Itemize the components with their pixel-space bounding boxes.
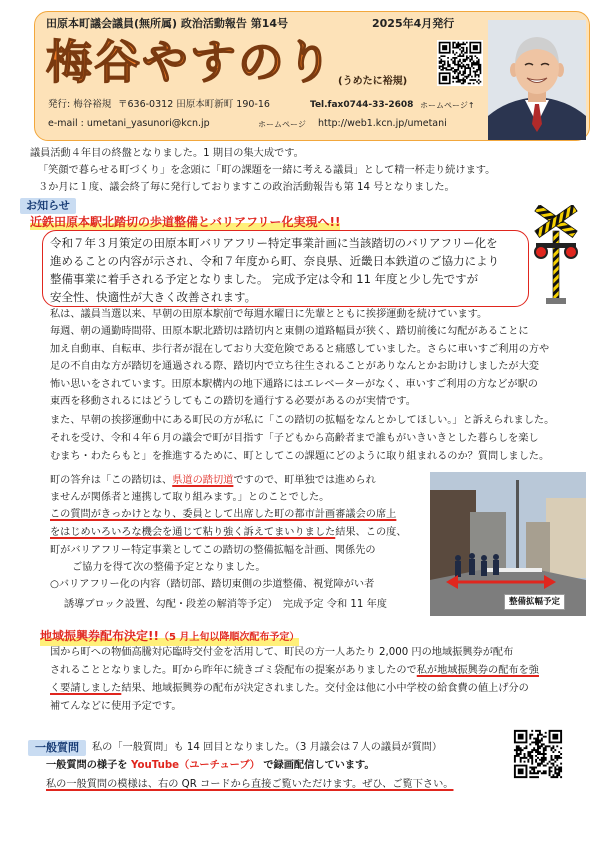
photo-building-back [526, 522, 550, 572]
homepage-hint: ホームページ↑ [420, 101, 475, 110]
qr-code[interactable] [512, 728, 564, 780]
answer-line-2: ませんが関係者と連携して取り組みます。」とのことでした。 [50, 492, 330, 503]
name-reading: (うめたに裕規) [338, 76, 408, 87]
homepage-url[interactable]: http://web1.kcn.jp/umetani [318, 118, 447, 129]
body-line: 東西を移動されるにはどうしてもこの踏切を通行する必要があるのが実情です。 [50, 396, 416, 407]
box-line-3: 整備事業に着手される予定となりました。 完成予定は令和 11 年度と少し先ですが [50, 272, 479, 286]
general-question-tag: 一般質問 [28, 740, 86, 756]
intro-line-2: 「笑顔で暮らせる町づくり」を念頭に「町の課題を一緒に考える議員」として精一杯走り続けます。 [38, 165, 496, 176]
voucher-text: 結果、地域振興券の配布が決定されました。交付金は他に小中学校の給食費の値上げ分の [121, 683, 529, 694]
content-line-2: 誘導ブロック設置、勾配・段差の解消等予定） 完成予定 令和 11 年度 [64, 599, 387, 610]
body-line: それを受け、令和４年６月の議会で町が目指す「子どもから高齢者まで誰もがいきいきとした暮らしを楽し [50, 433, 539, 444]
result-line-4: ご協力を得て次の整備予定となりました。 [72, 562, 266, 573]
tel-fax: Tel.fax0744-33-2608 [310, 100, 414, 110]
header-title-line: 田原本町議会議員(無所属) 政治活動報告 第14号 [46, 17, 289, 30]
general-text: 一般質問の様子を [46, 760, 132, 771]
qr-code[interactable] [437, 40, 483, 86]
voucher-text: されることとなりました。町から昨年に続きゴミ袋配布の提案がありましたので [50, 665, 417, 676]
body-line: 足の不自由な方が踏切を通過される際、踏切内で立ち往生されることがありなんとかお助けしましたが大変 [50, 361, 539, 372]
street-photo [430, 472, 586, 616]
answer-text: 町の答弁は「この踏切は、 [50, 475, 173, 486]
intro-line-1: 議員活動４年目の終盤となりました。1 期目の集大成です。 [30, 148, 304, 159]
result-underlined: をはじめいろいろな機会を通じて粘り強く訴えてまいりました [50, 527, 336, 538]
body-line: 私は、議員当選以来、早朝の田原本駅前で毎週水曜日に先輩とともに挨拶運動を続けています。 [50, 309, 488, 320]
intro-line-3: ３か月に１度、議会終了毎に発行しておりますこの政治活動報告も第 14 号となりました。 [38, 182, 455, 193]
photo-building-right [546, 498, 586, 578]
box-line-2: 進めることの内容が示され、令和７年度から町、奈良県、近畿日本鉄道のご協力により [50, 254, 500, 268]
photo-building-mid [470, 512, 506, 576]
body-line: むまち・わたらもと」を推進するために、町としてこの課題にどのように取り組まれるのか？質問しました。 [50, 451, 550, 462]
general-text: で録画配信しています。 [259, 760, 375, 771]
railroad-crossing-icon [530, 205, 582, 307]
answer-emphasis: 県道の踏切道 [172, 475, 234, 486]
voucher-line-1: 国から町への物価高騰対応臨時交付金を活用して、町民の方一人あたり 2,000 円の地域振興券が配布 [50, 647, 514, 658]
signal-light-right [566, 247, 576, 257]
voucher-heading-main: 地域振興券配布決定!! [40, 629, 159, 643]
email-address[interactable]: e-mail : umetani_yasunori@kcn.jp [48, 118, 210, 129]
general-line-3 [46, 778, 453, 792]
photo-crossing-rail [482, 568, 542, 572]
crossing-base [546, 298, 566, 304]
general-line-1: 私の「一般質問」も 14 回目となりました。（3 月議会は７人の議員が質問） [92, 742, 443, 753]
notice-tag: お知らせ [20, 198, 76, 214]
voucher-underlined: 私が地域振興券の配布を強 [416, 665, 539, 676]
crossing-pole [553, 231, 559, 299]
result-line-3: 町がバリアフリー特定事業としてこの踏切の整備拡幅を計画、関係先の [50, 545, 376, 556]
content-line-1: ○バリアフリー化の内容（踏切部、踏切東側の歩道整備、視覚障がい者 [50, 579, 375, 590]
result-line-1 [50, 508, 396, 522]
portrait-photo [488, 20, 586, 140]
voucher-heading-sub: （5 月上旬以降順次配布予定） [158, 632, 300, 643]
photo-utility-pole [516, 480, 519, 576]
body-line: 毎週、朝の通勤時間帯、田原本駅北踏切は踏切内と東側の道路幅員が狭く、踏切前後に勾配があることに [50, 326, 529, 337]
result-line-2 [50, 526, 407, 540]
publisher: 発行: 梅谷裕規 [48, 99, 112, 110]
signal-light-left [536, 247, 546, 257]
general-underlined: 私の一般質問の模様は、右の QR コードから直接ご覧いただけます。ぜひ、ご覧下さい。 [46, 779, 454, 790]
box-line-1: 令和７年３月策定の田原本町バリアフリー特定事業計画に当該踏切のバリアフリー化を [50, 236, 498, 250]
general-line-2 [46, 759, 375, 773]
homepage-label: ホームページ [258, 120, 306, 129]
answer-text: ですので、町単独では進められ [233, 475, 376, 486]
body-line: また、早朝の挨拶運動中にある町民の方が私に「この踏切の拡幅をなんとかしてほしい。」と訴えられました。 [50, 415, 555, 426]
address: 〒636-0312 田原本町新町 190-16 [118, 99, 270, 110]
voucher-heading [40, 628, 299, 646]
body-line: 加え自動車、自転車、歩行者が混在しており大変危険であると痛感していました。さらに車いすご利用の方や [50, 344, 550, 355]
voucher-line-3 [50, 682, 529, 696]
voucher-line-2 [50, 664, 539, 678]
body-line: 怖い思いをされています。田原本駅構内の地下通路にはエレベーターがなく、車いすご利用の方などが駅の [50, 379, 538, 390]
result-underlined: この質問がきっかけとなり、委員として出席した町の都市計画審議会の席上 [50, 509, 397, 520]
box-line-4: 安全性、快適性が大きく改善されます。 [50, 290, 257, 304]
crossing-heading: 近鉄田原本駅北踏切の歩道整備とバリアフリー化実現へ!! [30, 215, 341, 229]
voucher-underlined: く要請しました [50, 683, 122, 694]
youtube-label[interactable]: YouTube（ユーチューブ） [131, 760, 260, 771]
photo-caption: 整備拡幅予定 [504, 594, 565, 610]
candidate-name: 梅谷やすのり [46, 35, 334, 89]
result-text: 結果、この度、 [335, 527, 407, 538]
issue-date: 2025年4月発行 [372, 17, 455, 30]
voucher-line-4: 補てんなどに使用予定です。 [50, 701, 182, 712]
answer-line-1 [50, 474, 376, 488]
